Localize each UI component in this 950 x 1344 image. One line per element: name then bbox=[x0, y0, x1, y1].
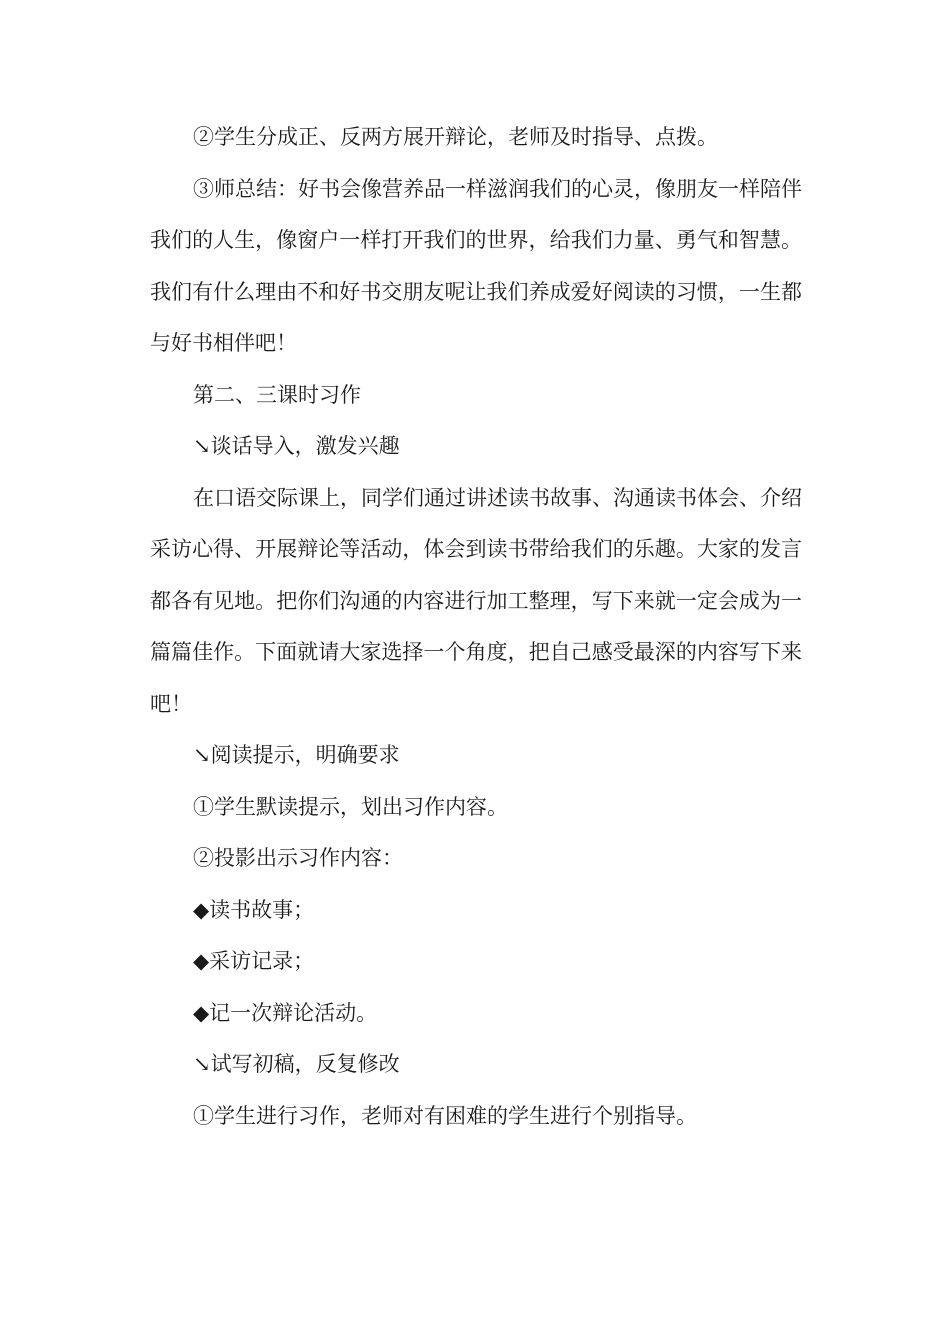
paragraph-step-intro: ↘谈话导入，激发兴趣 bbox=[193, 434, 400, 458]
paragraph-section-heading: 第二、三课时习作 bbox=[193, 382, 361, 407]
paragraph-silent-reading: ①学生默读提示，划出习作内容。 bbox=[193, 794, 508, 819]
paragraph-teacher-summary: ③师总结：好书会像营养品一样滋润我们的心灵，像朋友一样陪伴我们的人生，像窗户一样打开我们的世界，给我们力量、勇气和智慧。我们有什么理由不和好书交朋友呢让我们养成爱好阅读的习惯，一生都与好书相伴吧！ bbox=[150, 176, 802, 355]
paragraph-step-draft: ↘试写初稿，反复修改 bbox=[193, 1052, 400, 1076]
paragraph-debate: ②学生分成正、反两方展开辩论，老师及时指导、点拨。 bbox=[193, 125, 718, 149]
paragraph-intro-text: 在口语交际课上，同学们通过讲述读书故事、沟通读书体会、介绍采访心得、开展辩论等活动，体会到读书带给我们的乐趣。大家的发言都各有见地。把你们沟通的内容进行加工整理，写下来就一定会成为一篇篇佳作。下面就请大家选择一个角度，把自己感受最深的内容写下来吧！ bbox=[150, 485, 802, 716]
paragraph-writing: ①学生进行习作，老师对有困难的学生进行个别指导。 bbox=[193, 1103, 697, 1128]
paragraph-projection: ②投影出示习作内容： bbox=[193, 846, 403, 870]
list-item-reading-story: ◆读书故事； bbox=[193, 897, 315, 922]
paragraph-step-reading: ↘阅读提示，明确要求 bbox=[193, 743, 400, 767]
document-body bbox=[150, 112, 802, 1142]
list-item-debate-activity: ◆记一次辩论活动。 bbox=[193, 1000, 378, 1025]
list-item-interview-record: ◆采访记录； bbox=[193, 949, 315, 973]
